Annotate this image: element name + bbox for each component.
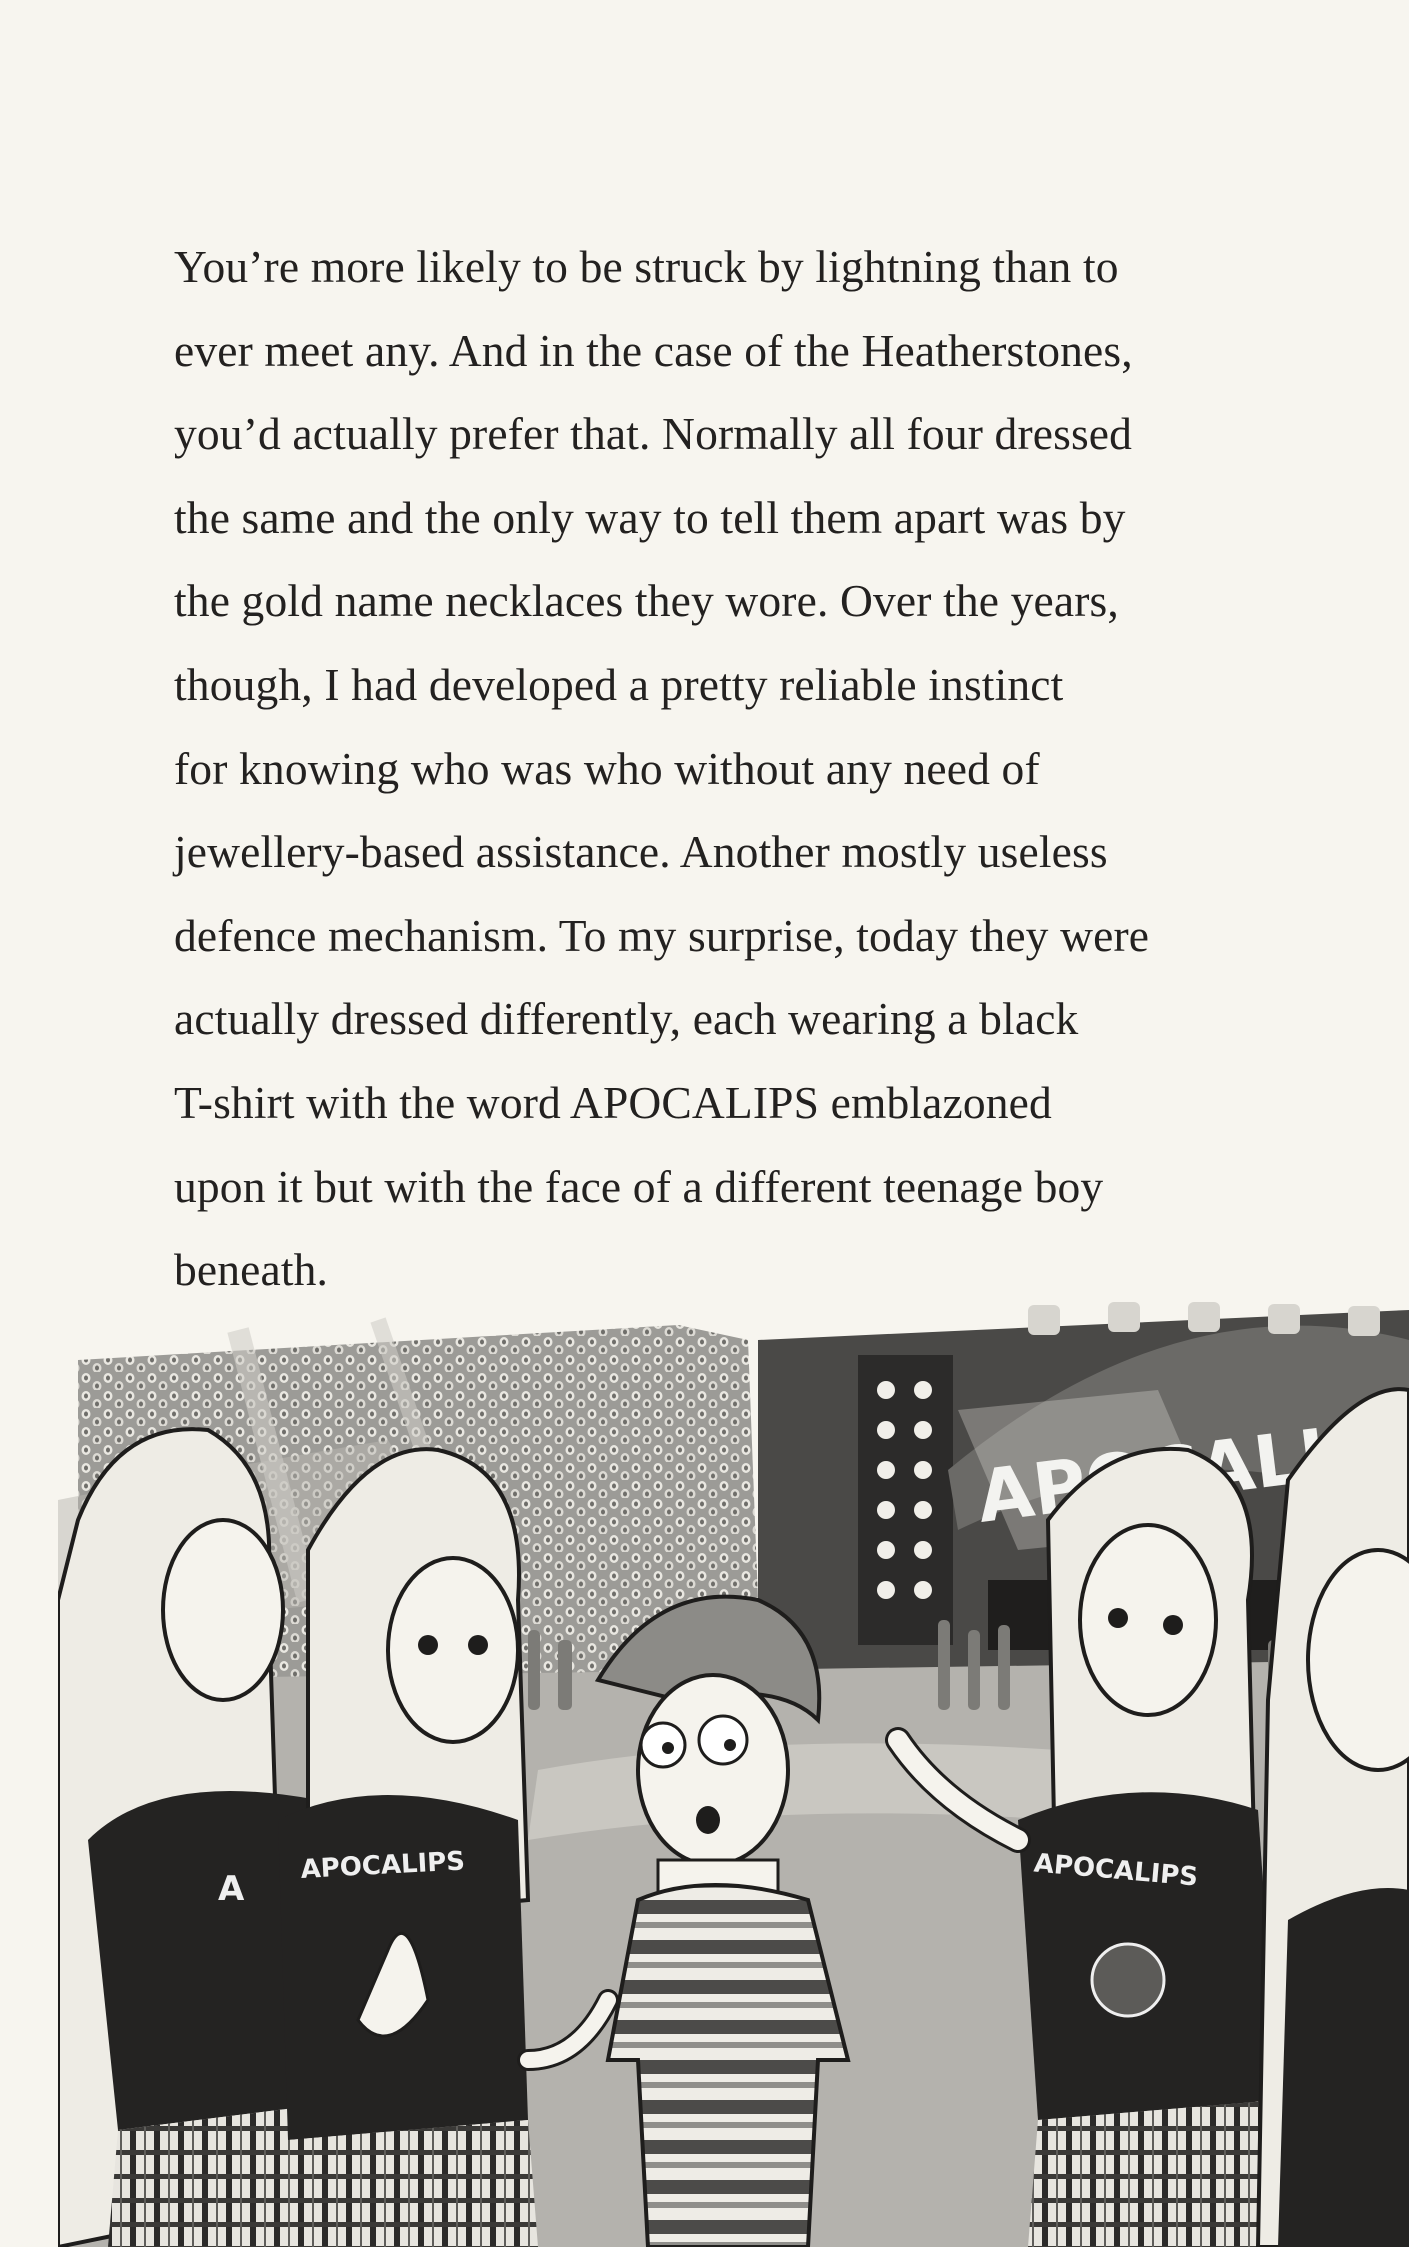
text-line: defence mechanism. To my surprise, today they were — [174, 909, 1150, 961]
text-line: T-shirt with the word APOCALIPS emblazoned — [174, 1076, 1052, 1128]
shirt-text-far-left: A — [218, 1869, 245, 1909]
shirt-text-right: APOCALIPS — [1032, 1848, 1200, 1893]
text-line: upon it but with the face of a different teenage boy — [174, 1160, 1104, 1212]
text-line: the same and the only way to tell them apart was by — [174, 491, 1126, 543]
text-line: you’d actually prefer that. Normally all four dressed — [174, 408, 1133, 460]
concert-illustration — [58, 1300, 1409, 2247]
text-line: for knowing who was who without any need of — [174, 742, 1040, 794]
text-line: though, I had developed a pretty reliable instinct — [174, 658, 1064, 710]
text-line: actually dressed differently, each wearing a black — [174, 993, 1079, 1045]
girl-second-left — [278, 1449, 538, 2247]
text-line: ever meet any. And in the case of the Heatherstones, — [174, 324, 1133, 376]
body-paragraph — [174, 225, 1304, 1312]
text-line: jewellery-based assistance. Another mostly useless — [174, 826, 1108, 878]
text-line: You’re more likely to be struck by lightning than to — [174, 241, 1119, 292]
text-line: beneath. — [174, 1244, 329, 1296]
text-line: the gold name necklaces they wore. Over the years, — [174, 575, 1119, 627]
shirt-text-left: APOCALIPS — [299, 1846, 466, 1885]
